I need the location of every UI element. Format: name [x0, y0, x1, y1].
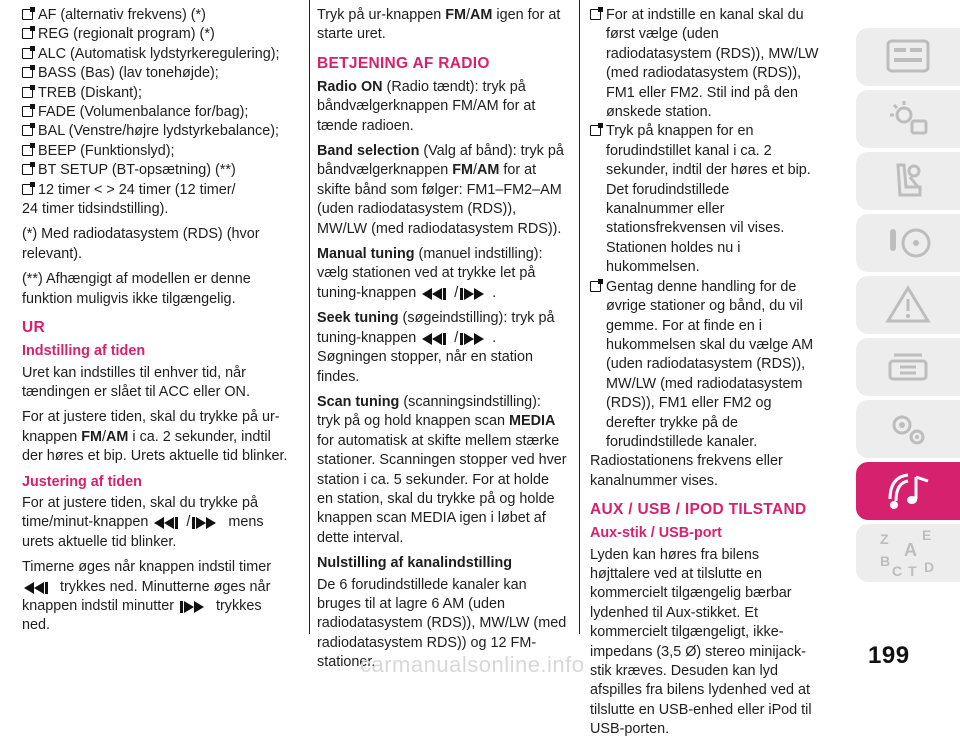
- checkbox-bullet-icon: [22, 67, 33, 78]
- index-letter: Z: [880, 531, 889, 547]
- tab-maintenance[interactable]: [856, 338, 960, 396]
- section-heading-ur: UR: [22, 319, 45, 337]
- technical-data-icon: [884, 409, 932, 449]
- dashboard-icon: [884, 37, 932, 77]
- checkbox-bullet-icon: [22, 28, 33, 39]
- warning-lights-icon: [884, 99, 932, 139]
- tab-starting-driving[interactable]: [856, 214, 960, 272]
- fast-forward-icon: [460, 333, 490, 345]
- list-item: REG (regionalt program) (*): [22, 25, 290, 44]
- column-divider: [579, 0, 580, 634]
- subheading-adjust-time: Justering af tiden: [22, 473, 142, 490]
- paragraph: Manual tuning (manuel indstilling): vælg stationen ved at trykke let på tuning-knappen / .: [317, 246, 543, 301]
- subheading-set-time: Indstilling af tiden: [22, 343, 146, 360]
- list-item-continuation: 24 timer tidsindstilling).: [22, 201, 169, 218]
- section-heading-aux: AUX / USB / IPOD TILSTAND: [590, 501, 807, 519]
- checkbox-bullet-icon: [22, 9, 33, 20]
- tab-dashboard[interactable]: [856, 28, 960, 86]
- rewind-icon: [422, 333, 452, 345]
- list-item: For at indstille en kanal skal du først vælge (uden radiodatasystem (RDS)), MW/LW (med radiodatasystem (RDS)), FM1 eller FM2. Stil ind på den ønskede station.: [590, 6, 820, 122]
- section-heading-radio: BETJENING AF RADIO: [317, 54, 490, 72]
- footnote-model: (**) Afhængigt af modellen er denne funktion muligvis ikke tilgængelig.: [22, 271, 251, 307]
- checkbox-bullet-icon: [22, 48, 33, 59]
- subheading-reset: Nulstilling af kanalindstilling: [317, 555, 513, 572]
- checkbox-bullet-icon: [22, 87, 33, 98]
- list-item: BASS (Bas) (lav tonehøjde);: [22, 64, 290, 83]
- paragraph: De 6 forudindstillede kanaler kan bruges til at lagre 6 AM (uden radiodatasystem (RDS)), MW/LW (med radiodatasystem RDS)) og 12 FM-stationer.: [317, 576, 567, 671]
- footnote-rds: (*) Med radiodatasystem (RDS) (hvor relevant).: [22, 226, 260, 262]
- paragraph: Band selection (Valg af bånd): tryk på båndvælgerknappen FM/AM for at skifte bånd som følger: FM1–FM2–AM (uden radiodatasystem (RDS)), MW/LW (med radiodatasystem RDS)).: [317, 143, 564, 237]
- multimedia-icon: [880, 469, 936, 513]
- list-item: FADE (Volumenbalance for/bag);: [22, 103, 290, 122]
- index-icon: [876, 526, 940, 580]
- checkbox-bullet-icon: [22, 164, 33, 175]
- list-item: Tryk på knappen for en forudindstillet kanal i ca. 2 sekunder, indtil der høres et bip. Det forudindstillede kanalnummer eller stationsfrekvensen vil vises. Stationen holdes nu i hukommelsen.: [590, 122, 820, 277]
- checkbox-bullet-icon: [590, 281, 601, 292]
- list-item: TREB (Diskant);: [22, 84, 290, 103]
- column-2: [317, 6, 567, 679]
- list-item: AF (alternativ frekvens) (*): [22, 6, 290, 25]
- index-letter: E: [922, 527, 932, 543]
- paragraph: Scan tuning (scanningsindstilling): tryk på og hold knappen scan MEDIA for automatisk at skifte mellem stærke stationer. Scanningen stopper ved hver station i ca. 5 sekunder. For at holde en station, skal du trykke på og holde knappen scan MEDIA igen i løbet af dette interval.: [317, 393, 567, 546]
- column-divider: [309, 0, 310, 634]
- tab-index[interactable]: [856, 524, 960, 582]
- list-item: Gentag denne handling for de øvrige stationer og bånd, du vil gemme. For at finde en i hukommelsen skal du vælge AM (uden radiodatasystem (RDS)), MW/LW (med radiodatasystem (RDS)), FM1 eller FM2 og derefter trykke på de forudindstillede kanaler.: [590, 278, 820, 453]
- tab-emergency[interactable]: [856, 276, 960, 334]
- maintenance-icon: [884, 347, 932, 387]
- list-item: ALC (Automatisk lydstyrkeregulering);: [22, 45, 290, 64]
- index-letter: C: [892, 563, 903, 579]
- fast-forward-icon: [460, 288, 490, 300]
- index-letter: A: [904, 540, 917, 560]
- tab-seat-safety[interactable]: [856, 152, 960, 210]
- list-item: BT SETUP (BT-opsætning) (**): [22, 161, 290, 180]
- subheading-aux-usb: Aux-stik / USB-port: [590, 525, 722, 542]
- paragraph: Uret kan indstilles til enhver tid, når tændingen er slået til ACC eller ON.: [22, 364, 250, 400]
- fast-forward-icon: [192, 517, 222, 529]
- column-3: [590, 6, 820, 746]
- paragraph: For at justere tiden, skal du trykke på time/minut-knappen / mens urets aktuelle tid blinker.: [22, 494, 264, 550]
- rewind-icon: [24, 582, 54, 594]
- watermark: carmanualsonline.info: [360, 652, 585, 677]
- checkbox-bullet-icon: [22, 125, 33, 136]
- rewind-icon: [422, 288, 452, 300]
- checkbox-bullet-icon: [590, 125, 601, 136]
- list-item: 12 timer < > 24 timer (12 timer/: [22, 181, 290, 200]
- tab-warning-lights[interactable]: [856, 90, 960, 148]
- rewind-icon: [154, 517, 184, 529]
- starting-driving-icon: [884, 223, 932, 263]
- seat-safety-icon: [884, 161, 932, 201]
- index-letter: D: [924, 559, 935, 575]
- paragraph: Timerne øges når knappen indstil timer trykkes ned. Minutterne øges når knappen indstil minutter trykkes ned.: [22, 559, 272, 634]
- fast-forward-icon: [180, 601, 210, 613]
- paragraph: Tryk på ur-knappen FM/AM igen for at starte uret.: [317, 7, 561, 43]
- paragraph: Seek tuning (søgeindstilling): tryk på tuning-knappen / .: [317, 310, 555, 346]
- paragraph: Søgningen stopper, når en station findes.: [317, 349, 534, 385]
- paragraph: For at justere tiden, skal du trykke på ur-knappen FM/AM i ca. 2 sekunder, indtil der høres et bip. Urets aktuelle tid blinker.: [22, 409, 288, 465]
- chapter-tabs: [856, 28, 960, 586]
- index-letter: T: [908, 563, 917, 579]
- tab-multimedia[interactable]: [856, 462, 960, 520]
- paragraph: Radiostationens frekvens eller kanalnummer vises.: [590, 453, 783, 489]
- list-item: BAL (Venstre/højre lydstyrkebalance);: [22, 122, 290, 141]
- column-1: [22, 6, 290, 642]
- page-number: 199: [868, 642, 910, 669]
- list-item: BEEP (Funktionslyd);: [22, 142, 290, 161]
- paragraph: Radio ON (Radio tændt): tryk på båndvælgerknappen FM/AM for at tænde radioen.: [317, 78, 536, 134]
- checkbox-bullet-icon: [22, 184, 33, 195]
- checkbox-bullet-icon: [22, 145, 33, 156]
- emergency-icon: [884, 285, 932, 325]
- checkbox-bullet-icon: [22, 106, 33, 117]
- tab-technical-data[interactable]: [856, 400, 960, 458]
- paragraph: Lyden kan høres fra bilens højttalere ved at tilslutte en kommercielt tilgængelig bærbar lydenhed til Aux-stikket. Et kommercielt tilgængeligt, ikke-impedans (3,5 Ø) stereo minijack-stik kræves. Desuden kan lyd afspilles fra bilens lydenhed ved at tilslutte en USB-enhed eller iPod til USB-porten.: [590, 546, 812, 738]
- checkbox-bullet-icon: [590, 9, 601, 20]
- index-letter: B: [880, 553, 891, 569]
